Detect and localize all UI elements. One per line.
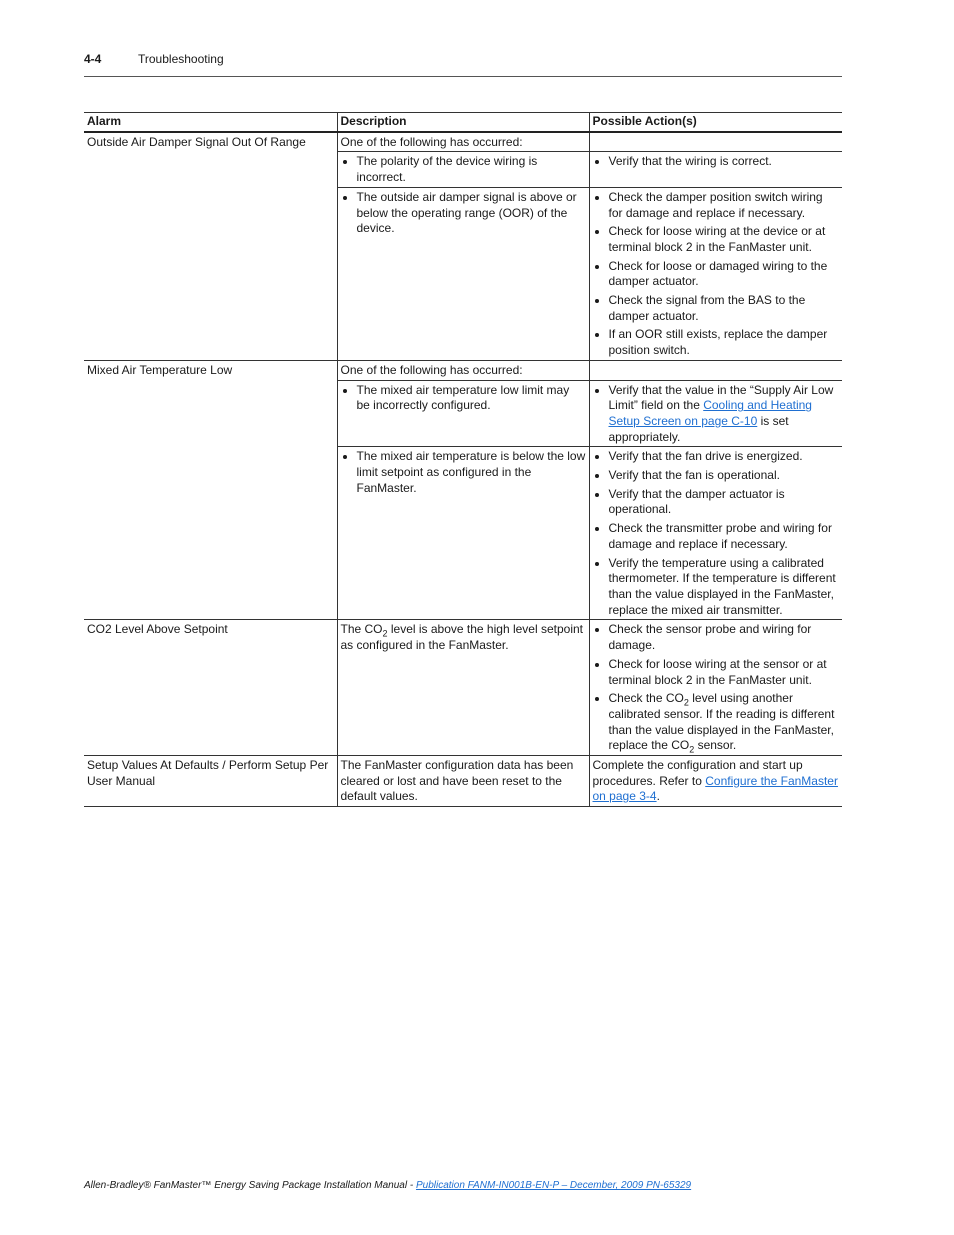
action-cell	[589, 447, 842, 620]
description-intro: One of the following has occurred:	[337, 132, 589, 152]
description-bullet: The polarity of the device wiring is incorrect.	[341, 154, 586, 185]
description-text: level is above the high level setpoint as configured in the FanMaster.	[340, 622, 583, 653]
actions-column-header: Possible Action(s)	[589, 113, 842, 132]
description-cell	[337, 152, 589, 187]
troubleshooting-table	[84, 112, 842, 807]
table-row	[84, 756, 842, 807]
description-bullet: The mixed air temperature is below the low limit setpoint as configured in the FanMaster.	[341, 449, 586, 496]
description-bullet: The outside air damper signal is above or below the operating range (OOR) of the device.	[341, 190, 586, 237]
action-text: level using another calibrated sensor. If the reading is different than the value displayed in the FanMaster, replace the CO	[608, 691, 835, 753]
description-bullet: The mixed air temperature low limit may be incorrectly configured.	[341, 383, 586, 414]
page-number: 4-4	[84, 52, 102, 66]
action-bullet: Check the signal from the BAS to the damper actuator.	[593, 293, 840, 324]
action-cell-empty	[589, 132, 842, 152]
action-bullet: If an OOR still exists, replace the damper position switch.	[593, 327, 840, 358]
table-row	[84, 620, 842, 756]
description-cell	[337, 187, 589, 360]
description-cell	[337, 620, 589, 756]
action-bullet: Verify the temperature using a calibrated thermometer. If the temperature is different than the value displayed in the FanMaster, replace the mixed air transmitter.	[593, 556, 840, 619]
action-cell	[589, 152, 842, 187]
description-intro: One of the following has occurred:	[337, 360, 589, 380]
publication-link[interactable]: Publication FANM-IN001B-EN-P – December, 2009 PN-65329	[415, 1180, 692, 1191]
action-text: Verify that the value in the “Supply Air Low Limit” field on the	[608, 382, 834, 413]
action-cell	[589, 187, 842, 360]
table-row	[84, 132, 842, 152]
header-divider	[84, 76, 842, 77]
action-bullet: Verify that the fan drive is energized.	[593, 449, 840, 465]
action-bullet: Check the damper position switch wiring for damage and replace if necessary.	[593, 190, 840, 221]
page-header	[84, 52, 224, 66]
description-text: The CO	[340, 622, 383, 637]
action-bullet: Check the transmitter probe and wiring for damage and replace if necessary.	[593, 521, 840, 552]
action-cell	[589, 620, 842, 756]
description-cell	[337, 447, 589, 620]
alarm-cell: Mixed Air Temperature Low	[84, 360, 337, 620]
alarm-cell: CO2 Level Above Setpoint	[84, 620, 337, 756]
alarm-cell: Setup Values At Defaults / Perform Setup Per User Manual	[84, 756, 337, 807]
action-cell	[589, 380, 842, 447]
action-text: Complete the configuration and start up procedures. Refer to	[592, 758, 803, 788]
action-bullet: Verify that the fan is operational.	[593, 468, 840, 484]
subscript: 2	[689, 744, 695, 755]
action-bullet: Check for loose wiring at the sensor or at terminal block 2 in the FanMaster unit.	[593, 657, 840, 688]
action-bullet: Verify that the damper actuator is operational.	[593, 487, 840, 518]
footer-text: Allen-Bradley® FanMaster™ Energy Saving Package Installation Manual -	[84, 1180, 416, 1191]
section-title: Troubleshooting	[138, 52, 224, 66]
page-footer	[84, 1180, 691, 1191]
table-header-row	[84, 113, 842, 132]
alarm-cell: Outside Air Damper Signal Out Of Range	[84, 132, 337, 361]
alarm-column-header: Alarm	[84, 113, 337, 132]
action-bullet: Check for loose or damaged wiring to the damper actuator.	[593, 259, 840, 290]
action-text: Check the CO	[608, 691, 684, 706]
action-bullet	[593, 691, 840, 754]
action-text: sensor.	[694, 738, 737, 753]
configure-fanmaster-link[interactable]: Configure the FanMaster on page 3-4	[592, 773, 838, 804]
action-cell	[589, 756, 842, 807]
subscript: 2	[382, 628, 388, 639]
description-column-header: Description	[337, 113, 589, 132]
action-text: is set appropriately.	[608, 413, 789, 444]
description-cell: The FanMaster configuration data has been cleared or lost and have been reset to the default values.	[337, 756, 589, 807]
action-bullet: Check the sensor probe and wiring for damage.	[593, 622, 840, 653]
action-bullet: Verify that the wiring is correct.	[593, 154, 840, 170]
action-bullet: Check for loose wiring at the device or at terminal block 2 in the FanMaster unit.	[593, 224, 840, 255]
action-bullet	[593, 383, 840, 446]
action-text: .	[656, 789, 660, 804]
description-cell	[337, 380, 589, 447]
cooling-heating-setup-link[interactable]: Cooling and Heating Setup Screen on page C-10	[608, 398, 812, 428]
action-cell-empty	[589, 360, 842, 380]
subscript: 2	[683, 697, 689, 708]
table-row	[84, 360, 842, 380]
